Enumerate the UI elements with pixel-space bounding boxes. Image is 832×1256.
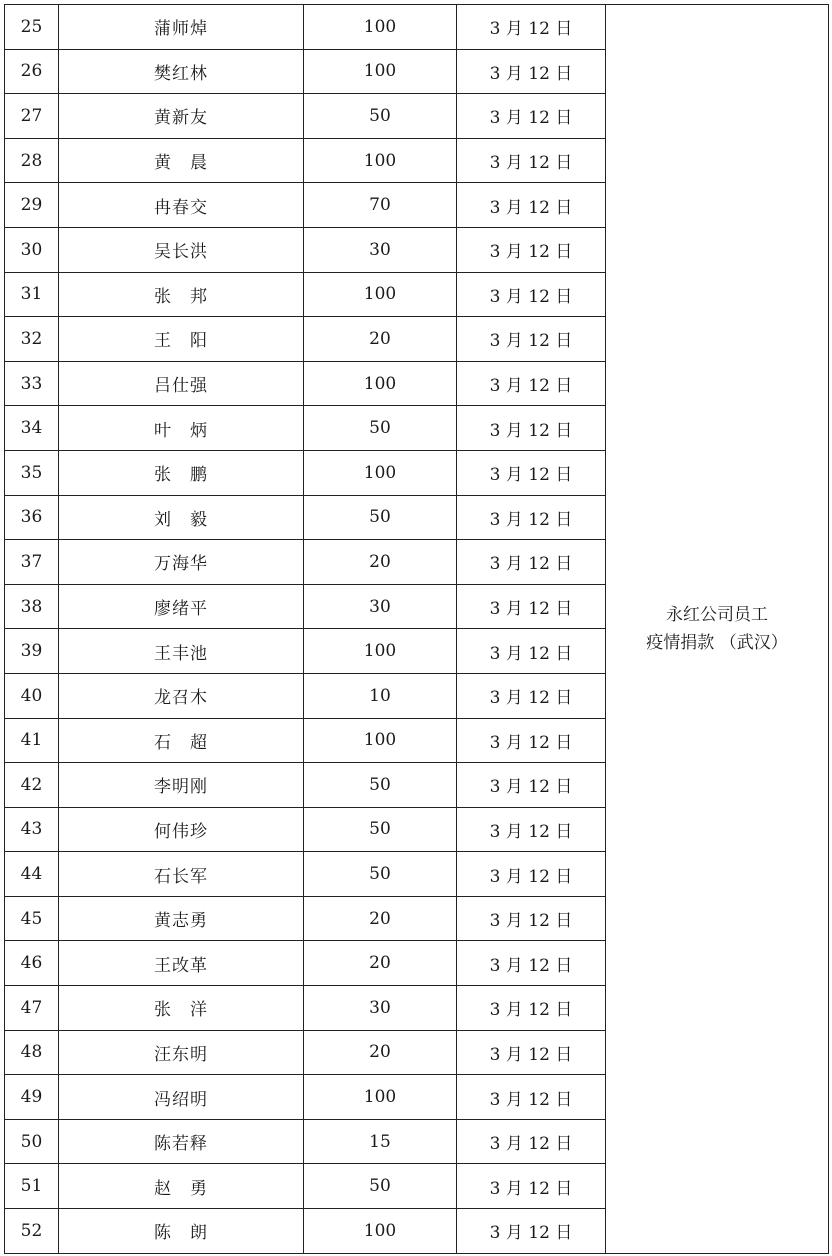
donor-name-cell: 石 超 <box>59 718 304 763</box>
amount-cell: 100 <box>304 138 457 183</box>
row-number-cell: 25 <box>5 5 59 50</box>
row-number-cell: 47 <box>5 986 59 1031</box>
row-number-cell: 31 <box>5 272 59 317</box>
date-cell: 3 月 12 日 <box>457 5 606 50</box>
row-number-cell: 40 <box>5 673 59 718</box>
amount-cell: 70 <box>304 183 457 228</box>
amount-cell: 50 <box>304 807 457 852</box>
row-number-cell: 43 <box>5 807 59 852</box>
row-number-cell: 27 <box>5 94 59 139</box>
date-cell: 3 月 12 日 <box>457 1030 606 1075</box>
amount-cell: 50 <box>304 763 457 808</box>
row-number-cell: 44 <box>5 852 59 897</box>
amount-cell: 10 <box>304 673 457 718</box>
donor-name-cell: 陈 朗 <box>59 1209 304 1254</box>
donor-name-cell: 陈若释 <box>59 1119 304 1164</box>
amount-cell: 50 <box>304 852 457 897</box>
donor-name-cell: 龙召木 <box>59 673 304 718</box>
donor-name-cell: 石长军 <box>59 852 304 897</box>
date-cell: 3 月 12 日 <box>457 406 606 451</box>
amount-cell: 50 <box>304 1164 457 1209</box>
amount-cell: 100 <box>304 450 457 495</box>
row-number-cell: 38 <box>5 584 59 629</box>
date-cell: 3 月 12 日 <box>457 183 606 228</box>
donor-name-cell: 张 邦 <box>59 272 304 317</box>
amount-cell: 30 <box>304 584 457 629</box>
donor-name-cell: 张 鹏 <box>59 450 304 495</box>
donor-name-cell: 蒲师焯 <box>59 5 304 50</box>
donor-name-cell: 冉春交 <box>59 183 304 228</box>
amount-cell: 20 <box>304 896 457 941</box>
donor-name-cell: 赵 勇 <box>59 1164 304 1209</box>
donor-name-cell: 吴长洪 <box>59 227 304 272</box>
date-cell: 3 月 12 日 <box>457 986 606 1031</box>
row-number-cell: 48 <box>5 1030 59 1075</box>
row-number-cell: 28 <box>5 138 59 183</box>
amount-cell: 100 <box>304 272 457 317</box>
donor-name-cell: 王丰池 <box>59 629 304 674</box>
row-number-cell: 36 <box>5 495 59 540</box>
row-number-cell: 46 <box>5 941 59 986</box>
row-number-cell: 35 <box>5 450 59 495</box>
date-cell: 3 月 12 日 <box>457 1075 606 1120</box>
amount-cell: 100 <box>304 1075 457 1120</box>
date-cell: 3 月 12 日 <box>457 941 606 986</box>
date-cell: 3 月 12 日 <box>457 495 606 540</box>
date-cell: 3 月 12 日 <box>457 1164 606 1209</box>
amount-cell: 50 <box>304 94 457 139</box>
row-number-cell: 37 <box>5 540 59 585</box>
amount-cell: 100 <box>304 361 457 406</box>
row-number-cell: 45 <box>5 896 59 941</box>
amount-cell: 30 <box>304 986 457 1031</box>
donor-name-cell: 何伟珍 <box>59 807 304 852</box>
date-cell: 3 月 12 日 <box>457 1119 606 1164</box>
donor-name-cell: 王改革 <box>59 941 304 986</box>
row-number-cell: 32 <box>5 317 59 362</box>
amount-cell: 100 <box>304 1209 457 1254</box>
donation-table <box>4 4 829 1254</box>
date-cell: 3 月 12 日 <box>457 718 606 763</box>
donation-table-body <box>5 5 829 1254</box>
date-cell: 3 月 12 日 <box>457 1209 606 1254</box>
donor-name-cell: 张 洋 <box>59 986 304 1031</box>
date-cell: 3 月 12 日 <box>457 227 606 272</box>
date-cell: 3 月 12 日 <box>457 584 606 629</box>
date-cell: 3 月 12 日 <box>457 852 606 897</box>
date-cell: 3 月 12 日 <box>457 629 606 674</box>
row-number-cell: 30 <box>5 227 59 272</box>
donor-name-cell: 樊红林 <box>59 49 304 94</box>
date-cell: 3 月 12 日 <box>457 807 606 852</box>
amount-cell: 50 <box>304 406 457 451</box>
amount-cell: 100 <box>304 5 457 50</box>
date-cell: 3 月 12 日 <box>457 450 606 495</box>
amount-cell: 30 <box>304 227 457 272</box>
date-cell: 3 月 12 日 <box>457 540 606 585</box>
amount-cell: 100 <box>304 718 457 763</box>
row-number-cell: 33 <box>5 361 59 406</box>
amount-cell: 100 <box>304 629 457 674</box>
amount-cell: 100 <box>304 49 457 94</box>
date-cell: 3 月 12 日 <box>457 94 606 139</box>
donor-name-cell: 吕仕强 <box>59 361 304 406</box>
row-number-cell: 39 <box>5 629 59 674</box>
row-number-cell: 52 <box>5 1209 59 1254</box>
row-number-cell: 41 <box>5 718 59 763</box>
amount-cell: 20 <box>304 540 457 585</box>
table-row <box>5 5 829 50</box>
date-cell: 3 月 12 日 <box>457 138 606 183</box>
row-number-cell: 51 <box>5 1164 59 1209</box>
date-cell: 3 月 12 日 <box>457 361 606 406</box>
date-cell: 3 月 12 日 <box>457 272 606 317</box>
donor-name-cell: 刘 毅 <box>59 495 304 540</box>
row-number-cell: 34 <box>5 406 59 451</box>
donor-name-cell: 汪东明 <box>59 1030 304 1075</box>
date-cell: 3 月 12 日 <box>457 317 606 362</box>
date-cell: 3 月 12 日 <box>457 49 606 94</box>
donor-name-cell: 黄 晨 <box>59 138 304 183</box>
remark-line-1: 永红公司员工 <box>666 604 768 625</box>
donor-name-cell: 王 阳 <box>59 317 304 362</box>
donor-name-cell: 冯绍明 <box>59 1075 304 1120</box>
date-cell: 3 月 12 日 <box>457 673 606 718</box>
row-number-cell: 42 <box>5 763 59 808</box>
amount-cell: 20 <box>304 317 457 362</box>
donor-name-cell: 黄新友 <box>59 94 304 139</box>
date-cell: 3 月 12 日 <box>457 896 606 941</box>
amount-cell: 15 <box>304 1119 457 1164</box>
row-number-cell: 49 <box>5 1075 59 1120</box>
donor-name-cell: 李明刚 <box>59 763 304 808</box>
row-number-cell: 26 <box>5 49 59 94</box>
row-number-cell: 50 <box>5 1119 59 1164</box>
amount-cell: 50 <box>304 495 457 540</box>
remark-line-2: 疫情捐款 （武汉） <box>646 632 788 653</box>
row-number-cell: 29 <box>5 183 59 228</box>
donor-name-cell: 廖绪平 <box>59 584 304 629</box>
donor-name-cell: 万海华 <box>59 540 304 585</box>
amount-cell: 20 <box>304 1030 457 1075</box>
amount-cell: 20 <box>304 941 457 986</box>
donor-name-cell: 叶 炳 <box>59 406 304 451</box>
date-cell: 3 月 12 日 <box>457 763 606 808</box>
donor-name-cell: 黄志勇 <box>59 896 304 941</box>
remark-cell <box>606 5 829 1254</box>
